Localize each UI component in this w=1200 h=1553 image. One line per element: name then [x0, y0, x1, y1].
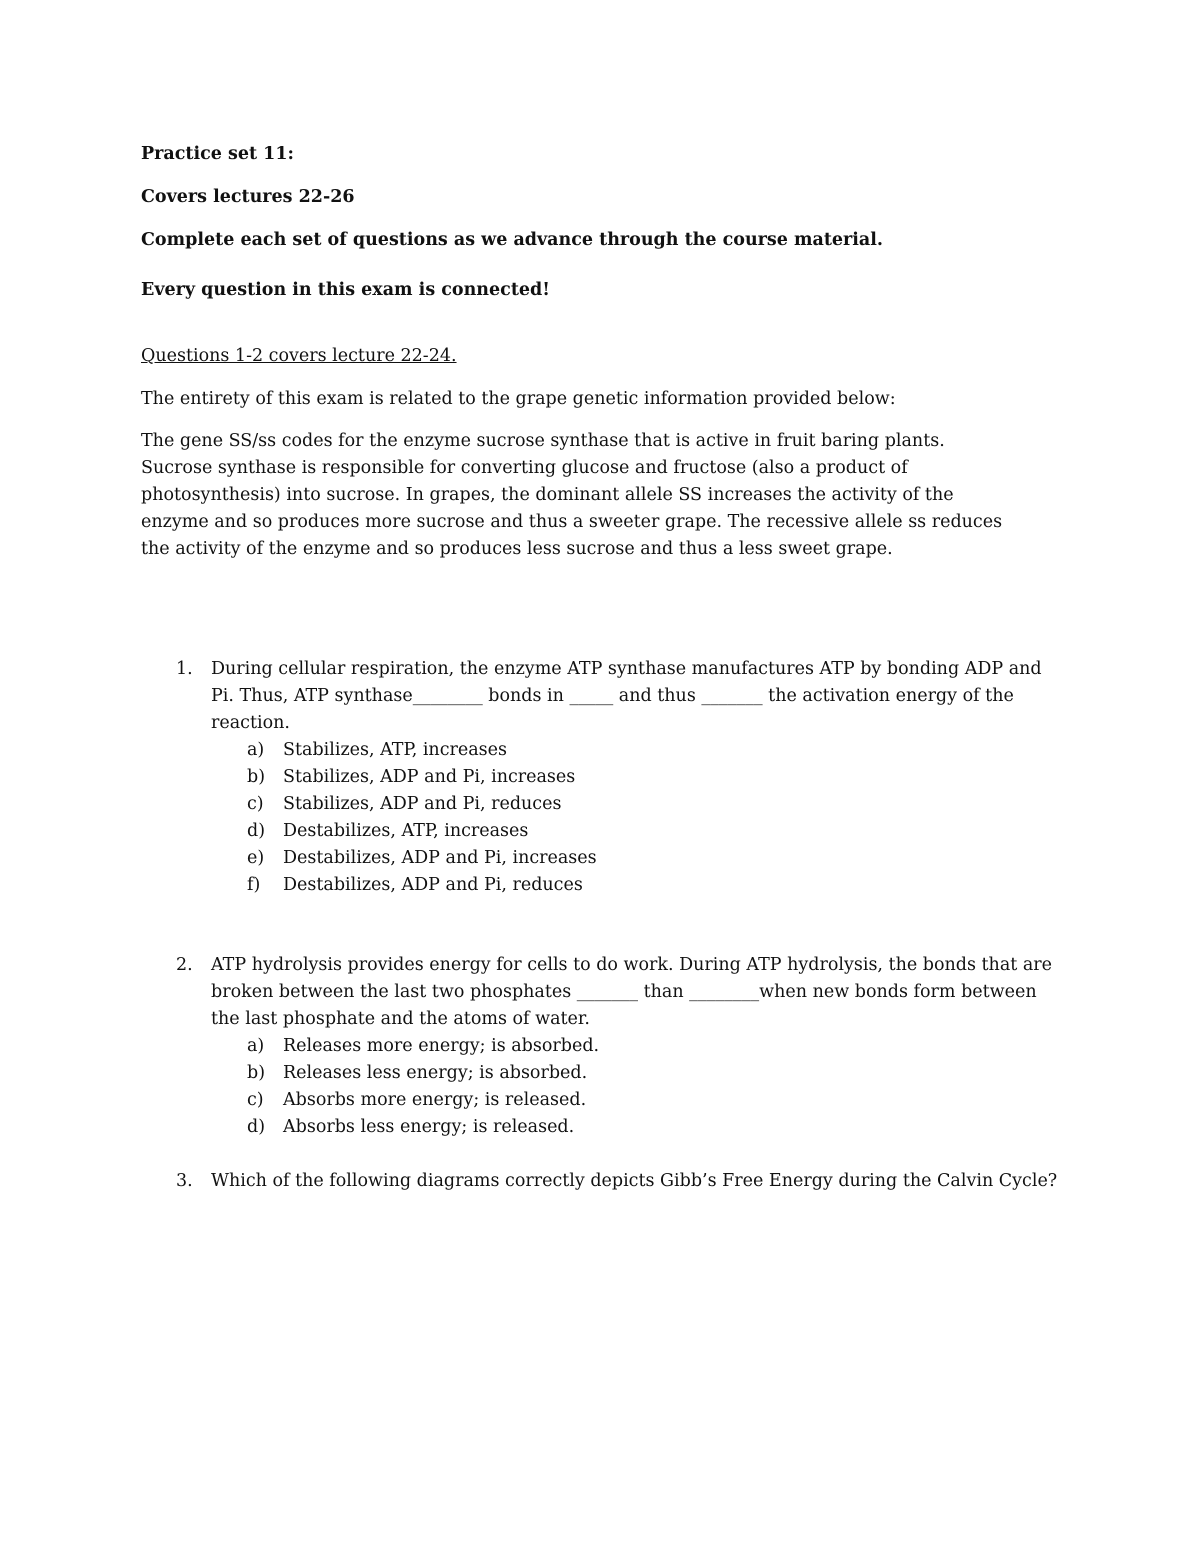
option-d [211, 1114, 1060, 1141]
option-b [211, 764, 1060, 791]
option-c [211, 791, 1060, 818]
option-text: Stabilizes, ADP and Pi, reduces [283, 794, 562, 814]
option-a [211, 737, 1060, 764]
answer-options [211, 737, 1060, 899]
lectures-covered: Covers lectures 22-26 [141, 187, 355, 207]
option-letter: c) [247, 794, 264, 814]
option-text: Releases less energy; is absorbed. [283, 1063, 588, 1083]
option-text: Destabilizes, ADP and Pi, reduces [283, 875, 583, 895]
question-text: During cellular respiration, the enzyme ATP synthase manufactures ATP by bonding ADP and Pi. Thus, ATP synthase________ bonds in _____ and thus _______ the activation energy of the reaction. [211, 659, 1042, 733]
section-label: Questions 1-2 covers lecture 22-24. [141, 346, 457, 366]
question-text: ATP hydrolysis provides energy for cells to do work. During ATP hydrolysis, the bonds that are broken between the last two phosphates _______ than ________when new bonds form between the last phosphate and the atoms of water. [211, 955, 1053, 1029]
option-letter: d) [247, 1117, 266, 1137]
connected-note: Every question in this exam is connected! [141, 280, 550, 300]
grape-genetics-paragraph: The gene SS/ss codes for the enzyme sucrose synthase that is active in fruit baring plants. Sucrose synthase is responsible for converting glucose and fructose (also a product of photosynthesis) into sucrose. In grapes, the dominant allele SS increases the activity of the enzyme and so produces more sucrose and thus a sweeter grape. The recessive allele ss reduces the activity of the enzyme and so produces less sucrose and thus a less sweet grape. [141, 431, 1003, 559]
option-letter: b) [247, 767, 266, 787]
question-1 [141, 656, 1060, 899]
question-number: 3. [176, 1171, 193, 1191]
option-letter: a) [247, 1036, 265, 1056]
question-2 [141, 952, 1060, 1141]
question-number: 1. [176, 659, 193, 679]
option-text: Destabilizes, ATP, increases [283, 821, 529, 841]
option-letter: e) [247, 848, 265, 868]
option-text: Absorbs more energy; is released. [283, 1090, 587, 1110]
question-list [141, 656, 1060, 1195]
option-f [211, 872, 1060, 899]
option-letter: d) [247, 821, 266, 841]
option-letter: a) [247, 740, 265, 760]
instructions: Complete each set of questions as we advance through the course material. [141, 230, 884, 250]
answer-options [211, 1033, 1060, 1141]
option-e [211, 845, 1060, 872]
option-text: Stabilizes, ATP, increases [283, 740, 507, 760]
option-text: Stabilizes, ADP and Pi, increases [283, 767, 576, 787]
section-lead: The entirety of this exam is related to the grape genetic information provided below: [141, 389, 896, 409]
option-a [211, 1033, 1060, 1060]
option-d [211, 818, 1060, 845]
question-3 [141, 1168, 1060, 1195]
option-text: Releases more energy; is absorbed. [283, 1036, 600, 1056]
option-b [211, 1060, 1060, 1087]
question-number: 2. [176, 955, 193, 975]
option-c [211, 1087, 1060, 1114]
option-letter: f) [247, 875, 261, 895]
option-letter: c) [247, 1090, 264, 1110]
option-text: Absorbs less energy; is released. [283, 1117, 575, 1137]
question-text: Which of the following diagrams correctly depicts Gibb’s Free Energy during the Calvin Cycle? [211, 1171, 1058, 1191]
document-title: Practice set 11: [141, 144, 294, 164]
option-text: Destabilizes, ADP and Pi, increases [283, 848, 597, 868]
option-letter: b) [247, 1063, 266, 1083]
